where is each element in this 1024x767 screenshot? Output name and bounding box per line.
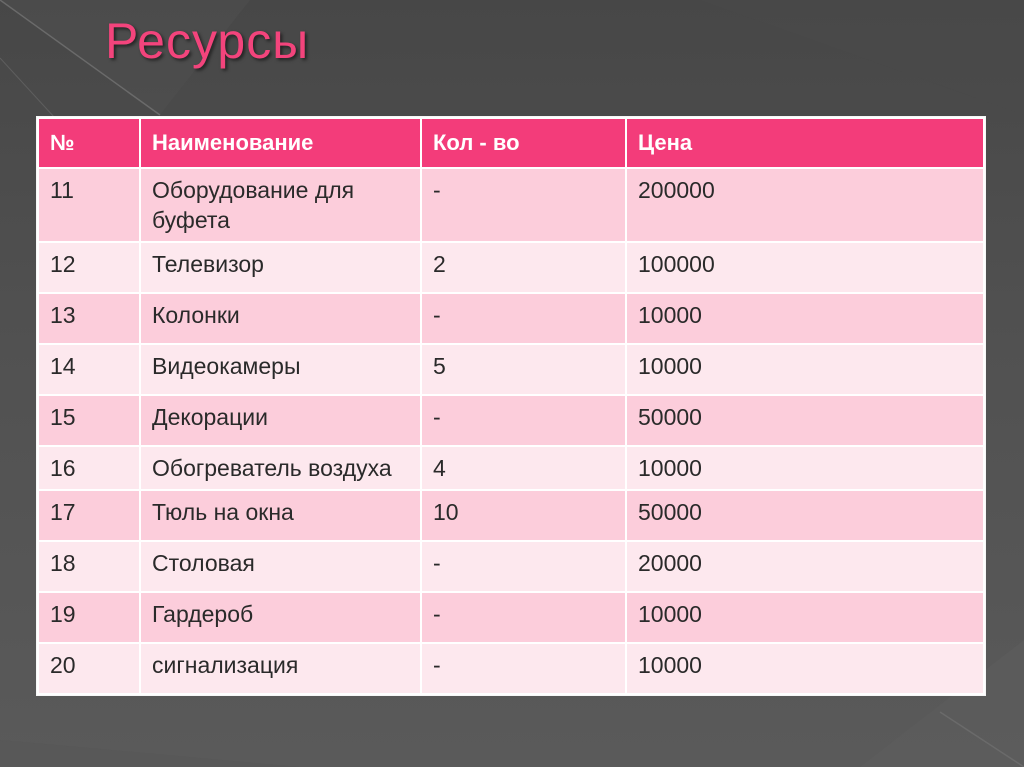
- cell-name: Обогреватель воздуха: [140, 446, 421, 490]
- table-row: [38, 446, 984, 490]
- cell-name: Телевизор: [140, 242, 421, 293]
- cell-quantity: -: [421, 541, 626, 592]
- header-number: №: [38, 118, 140, 168]
- cell-quantity: -: [421, 168, 626, 242]
- header-quantity: Кол - во: [421, 118, 626, 168]
- cell-number: 18: [38, 541, 140, 592]
- cell-number: 17: [38, 490, 140, 541]
- cell-price: 20000: [626, 541, 984, 592]
- table-row: [38, 592, 984, 643]
- background-facet: [700, 0, 1024, 115]
- cell-number: 12: [38, 242, 140, 293]
- cell-price: 10000: [626, 344, 984, 395]
- table-row: [38, 293, 984, 344]
- cell-price: 10000: [626, 293, 984, 344]
- cell-name: сигнализация: [140, 643, 421, 694]
- cell-number: 16: [38, 446, 140, 490]
- cell-price: 50000: [626, 490, 984, 541]
- resources-table: [37, 117, 985, 695]
- cell-name: Декорации: [140, 395, 421, 446]
- header-name: Наименование: [140, 118, 421, 168]
- table-row: [38, 242, 984, 293]
- cell-number: 11: [38, 168, 140, 242]
- cell-quantity: 4: [421, 446, 626, 490]
- background-facet: [0, 740, 300, 767]
- cell-name: Колонки: [140, 293, 421, 344]
- cell-quantity: -: [421, 643, 626, 694]
- cell-number: 14: [38, 344, 140, 395]
- table-row: [38, 490, 984, 541]
- cell-price: 10000: [626, 446, 984, 490]
- cell-name: Столовая: [140, 541, 421, 592]
- cell-quantity: 5: [421, 344, 626, 395]
- cell-name: Видеокамеры: [140, 344, 421, 395]
- table-row: [38, 344, 984, 395]
- cell-name: Гардероб: [140, 592, 421, 643]
- table-row: [38, 395, 984, 446]
- cell-price: 10000: [626, 592, 984, 643]
- cell-quantity: 2: [421, 242, 626, 293]
- cell-quantity: -: [421, 592, 626, 643]
- table-header-row: [38, 118, 984, 168]
- cell-name: Оборудование для буфета: [140, 168, 421, 242]
- cell-price: 100000: [626, 242, 984, 293]
- cell-price: 200000: [626, 168, 984, 242]
- background-diagonal-line: [0, 58, 55, 118]
- slide-title: Ресурсы: [105, 13, 310, 69]
- cell-number: 15: [38, 395, 140, 446]
- cell-price: 50000: [626, 395, 984, 446]
- cell-number: 20: [38, 643, 140, 694]
- cell-quantity: -: [421, 293, 626, 344]
- cell-quantity: -: [421, 395, 626, 446]
- cell-number: 19: [38, 592, 140, 643]
- header-price: Цена: [626, 118, 984, 168]
- cell-quantity: 10: [421, 490, 626, 541]
- cell-name: Тюль на окна: [140, 490, 421, 541]
- cell-price: 10000: [626, 643, 984, 694]
- table-row: [38, 643, 984, 694]
- cell-number: 13: [38, 293, 140, 344]
- table-row: [38, 541, 984, 592]
- table-row: [38, 168, 984, 242]
